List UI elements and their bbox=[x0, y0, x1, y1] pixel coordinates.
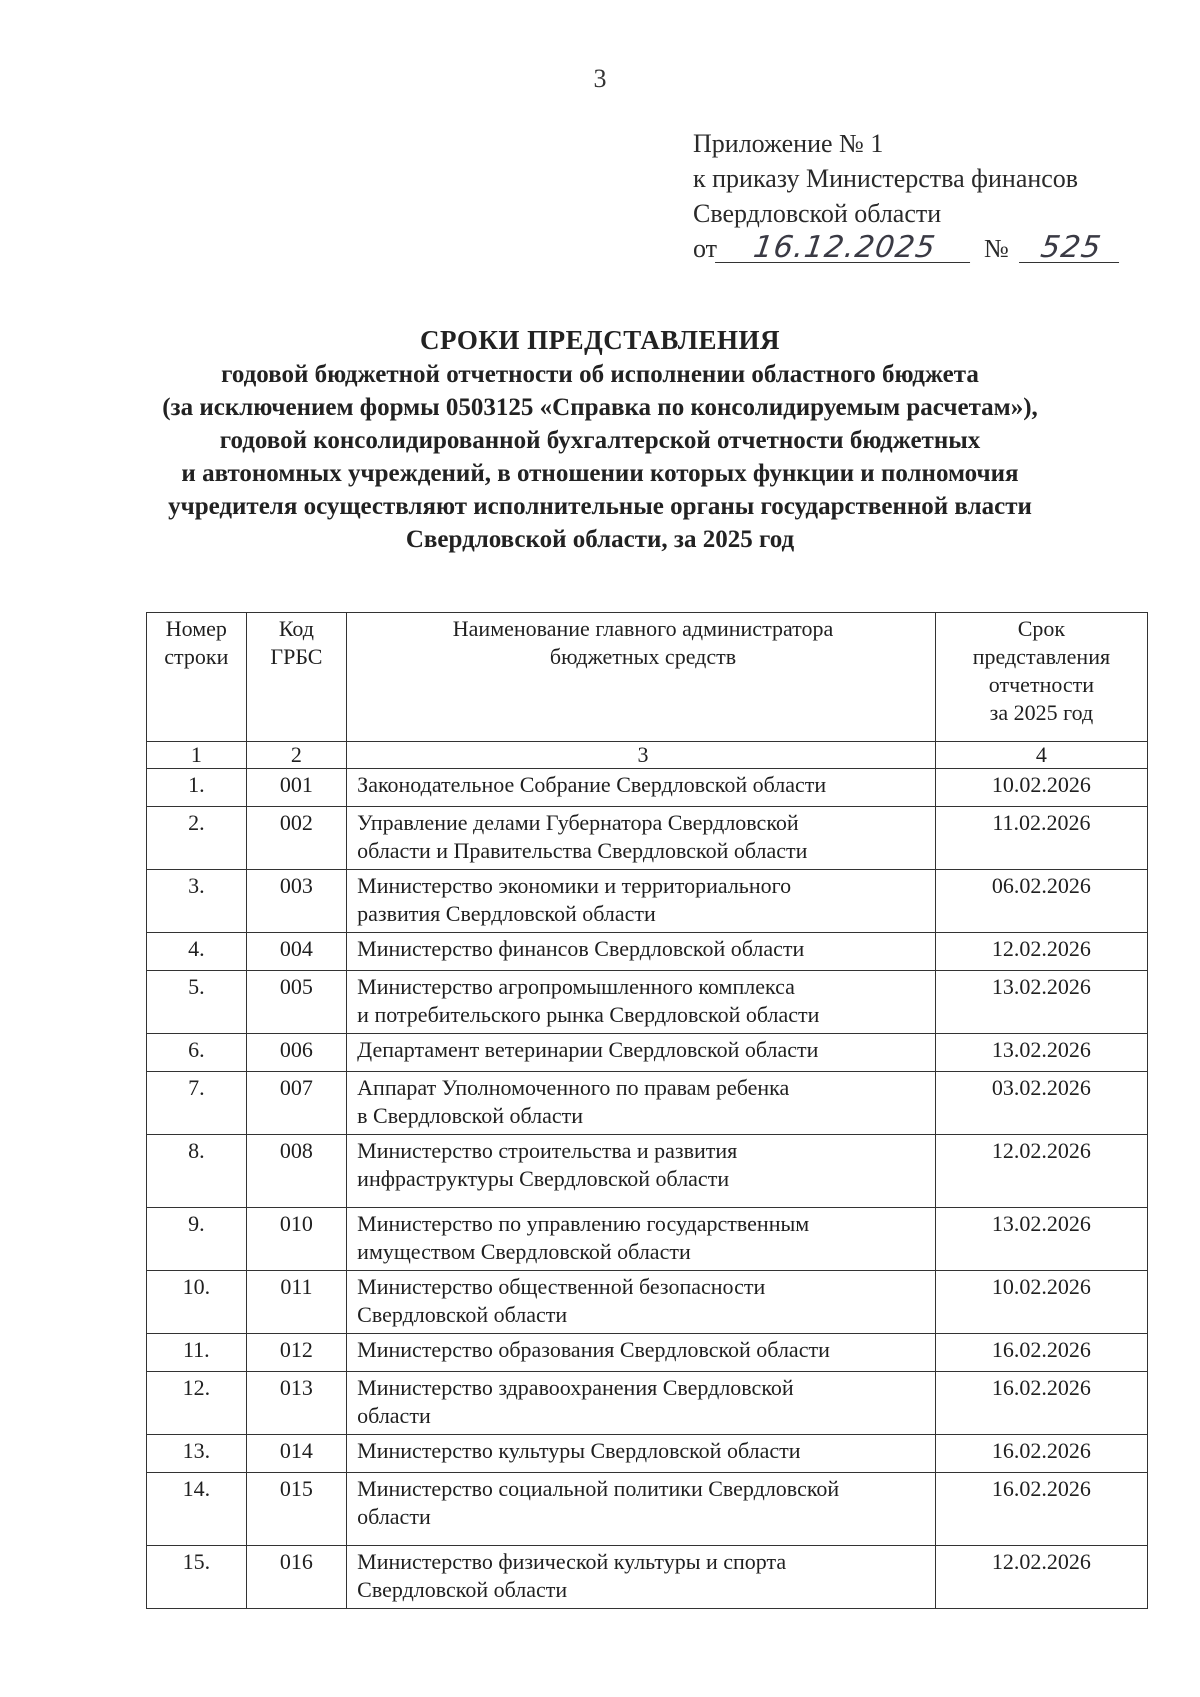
table-row bbox=[147, 1473, 1148, 1546]
row-name: Министерство культуры Свердловской области bbox=[347, 1435, 936, 1473]
index-cell: 2 bbox=[246, 742, 347, 769]
table-row bbox=[147, 1271, 1148, 1334]
row-deadline: 12.02.2026 bbox=[935, 1546, 1147, 1609]
row-name: Министерство физической культуры и спорта Свердловской области bbox=[347, 1546, 936, 1609]
title-line-6: Свердловской области, за 2025 год bbox=[405, 526, 795, 553]
row-code: 013 bbox=[246, 1372, 347, 1435]
row-deadline: 10.02.2026 bbox=[935, 1271, 1147, 1334]
row-name: Министерство социальной политики Свердловской области bbox=[347, 1473, 936, 1546]
appendix-line-3: Свердловской области bbox=[693, 199, 942, 228]
table-row bbox=[147, 1072, 1148, 1135]
row-deadline: 16.02.2026 bbox=[935, 1372, 1147, 1435]
header-administrator-name: Наименование главного администратора бюджетных средств bbox=[347, 613, 936, 742]
row-name: Департамент ветеринарии Свердловской области bbox=[347, 1034, 936, 1072]
table-row bbox=[147, 1372, 1148, 1435]
title-line-4: и автономных учреждений, в отношении которых функции и полномочия bbox=[181, 460, 1019, 487]
title-main: СРОКИ ПРЕДСТАВЛЕНИЯ bbox=[419, 325, 780, 355]
row-number: 12. bbox=[147, 1372, 247, 1435]
row-deadline: 12.02.2026 bbox=[935, 933, 1147, 971]
header-row-number: Номер строки bbox=[147, 613, 247, 742]
row-number: 5. bbox=[147, 971, 247, 1034]
table-header-row bbox=[147, 613, 1148, 742]
row-code: 014 bbox=[246, 1435, 347, 1473]
row-name: Законодательное Собрание Свердловской области bbox=[347, 769, 936, 807]
date-prefix: от bbox=[693, 234, 718, 263]
row-name: Министерство экономики и территориального развития Свердловской области bbox=[347, 870, 936, 933]
row-code: 004 bbox=[246, 933, 347, 971]
row-number: 4. bbox=[147, 933, 247, 971]
row-name: Управление делами Губернатора Свердловской области и Правительства Свердловской области bbox=[347, 807, 936, 870]
row-deadline: 16.02.2026 bbox=[935, 1435, 1147, 1473]
row-deadline: 16.02.2026 bbox=[935, 1473, 1147, 1546]
document-title bbox=[100, 322, 1100, 556]
row-code: 015 bbox=[246, 1473, 347, 1546]
table-row bbox=[147, 769, 1148, 807]
page-number: 3 bbox=[593, 64, 607, 93]
row-number: 3. bbox=[147, 870, 247, 933]
table-body bbox=[147, 769, 1148, 1609]
row-number: 1. bbox=[147, 769, 247, 807]
row-number: 8. bbox=[147, 1135, 247, 1208]
row-code: 001 bbox=[246, 769, 347, 807]
header-deadline: Срок представления отчетности за 2025 год bbox=[935, 613, 1147, 742]
row-name: Аппарат Уполномоченного по правам ребенка в Свердловской области bbox=[347, 1072, 936, 1135]
table-row bbox=[147, 971, 1148, 1034]
row-code: 016 bbox=[246, 1546, 347, 1609]
handwritten-number: 525 bbox=[1019, 234, 1123, 263]
row-deadline: 11.02.2026 bbox=[935, 807, 1147, 870]
row-name: Министерство агропромышленного комплекса и потребительского рынка Свердловской области bbox=[347, 971, 936, 1034]
row-number: 14. bbox=[147, 1473, 247, 1546]
deadlines-table bbox=[146, 612, 1148, 1609]
row-number: 6. bbox=[147, 1034, 247, 1072]
appendix-line-1: Приложение № 1 bbox=[693, 129, 884, 158]
table-row bbox=[147, 1208, 1148, 1271]
row-code: 008 bbox=[246, 1135, 347, 1208]
row-code: 006 bbox=[246, 1034, 347, 1072]
row-code: 011 bbox=[246, 1271, 347, 1334]
title-line-2: (за исключением формы 0503125 «Справка по консолидируемым расчетам»), bbox=[162, 394, 1038, 421]
header-grbs-code: Код ГРБС bbox=[246, 613, 347, 742]
table-row bbox=[147, 870, 1148, 933]
row-deadline: 13.02.2026 bbox=[935, 1034, 1147, 1072]
table-row bbox=[147, 1334, 1148, 1372]
table-index-row bbox=[147, 742, 1148, 769]
appendix-line-2: к приказу Министерства финансов bbox=[693, 164, 1079, 193]
row-deadline: 13.02.2026 bbox=[935, 1208, 1147, 1271]
row-name: Министерство по управлению государственным имуществом Свердловской области bbox=[347, 1208, 936, 1271]
appendix-block bbox=[693, 126, 1173, 266]
row-deadline: 03.02.2026 bbox=[935, 1072, 1147, 1135]
row-name: Министерство финансов Свердловской области bbox=[347, 933, 936, 971]
title-line-3: годовой консолидированной бухгалтерской отчетности бюджетных bbox=[219, 427, 981, 454]
row-name: Министерство строительства и развития инфраструктуры Свердловской области bbox=[347, 1135, 936, 1208]
handwritten-date: 16.12.2025 bbox=[715, 234, 974, 263]
row-number: 7. bbox=[147, 1072, 247, 1135]
row-number: 10. bbox=[147, 1271, 247, 1334]
row-code: 010 bbox=[246, 1208, 347, 1271]
row-name: Министерство общественной безопасности Свердловской области bbox=[347, 1271, 936, 1334]
index-cell: 4 bbox=[935, 742, 1147, 769]
table-row bbox=[147, 1546, 1148, 1609]
row-deadline: 06.02.2026 bbox=[935, 870, 1147, 933]
row-number: 11. bbox=[147, 1334, 247, 1372]
row-code: 002 bbox=[246, 807, 347, 870]
appendix-date-line bbox=[693, 231, 1173, 266]
table-row bbox=[147, 1435, 1148, 1473]
row-number: 9. bbox=[147, 1208, 247, 1271]
row-deadline: 16.02.2026 bbox=[935, 1334, 1147, 1372]
row-deadline: 10.02.2026 bbox=[935, 769, 1147, 807]
row-code: 003 bbox=[246, 870, 347, 933]
row-deadline: 13.02.2026 bbox=[935, 971, 1147, 1034]
title-line-1: годовой бюджетной отчетности об исполнении областного бюджета bbox=[221, 361, 979, 388]
table-row bbox=[147, 807, 1148, 870]
row-code: 005 bbox=[246, 971, 347, 1034]
table-row bbox=[147, 1034, 1148, 1072]
row-number: 13. bbox=[147, 1435, 247, 1473]
table-row bbox=[147, 933, 1148, 971]
row-code: 007 bbox=[246, 1072, 347, 1135]
index-cell: 1 bbox=[147, 742, 247, 769]
row-number: 2. bbox=[147, 807, 247, 870]
row-deadline: 12.02.2026 bbox=[935, 1135, 1147, 1208]
row-name: Министерство образования Свердловской области bbox=[347, 1334, 936, 1372]
row-name: Министерство здравоохранения Свердловской области bbox=[347, 1372, 936, 1435]
index-cell: 3 bbox=[347, 742, 936, 769]
number-prefix: № bbox=[984, 234, 1009, 263]
title-line-5: учредителя осуществляют исполнительные органы государственной власти bbox=[168, 493, 1032, 520]
row-number: 15. bbox=[147, 1546, 247, 1609]
table-row bbox=[147, 1135, 1148, 1208]
row-code: 012 bbox=[246, 1334, 347, 1372]
